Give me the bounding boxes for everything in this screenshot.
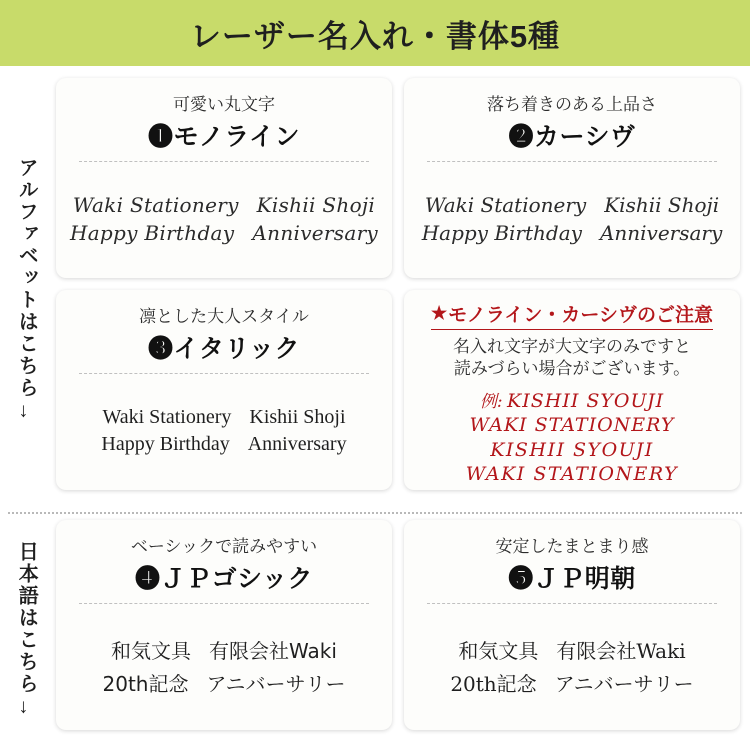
side-label-japanese bbox=[6, 518, 46, 740]
notice-example-text: KISHII SYOUJI bbox=[507, 389, 665, 412]
font-card-jp-mincho-subtitle: 安定したまとまり感 bbox=[495, 537, 649, 556]
card-rule bbox=[427, 603, 718, 604]
sample-text: Anniversary bbox=[252, 221, 379, 245]
sample-text: Kishii Shoji bbox=[256, 193, 376, 217]
notice-example-row-1 bbox=[416, 387, 728, 413]
card-rule bbox=[79, 373, 370, 374]
sample-text: Waki Stationery bbox=[424, 193, 587, 217]
side-label-alphabet-text: アルファベットはこちら bbox=[15, 156, 38, 399]
sample-text: 20th記念 bbox=[450, 672, 537, 696]
font-card-cursive-samples bbox=[414, 170, 730, 268]
sample-row bbox=[414, 635, 730, 664]
alphabet-card-grid bbox=[56, 78, 740, 490]
font-card-jp-mincho-samples bbox=[414, 612, 730, 720]
sample-row bbox=[414, 193, 730, 217]
sample-text: アニバーサリー bbox=[206, 672, 346, 696]
notice-line-1: 名入れ文字が大文字のみですと bbox=[453, 337, 691, 356]
sample-text: Kishii Shoji bbox=[249, 406, 346, 428]
sample-row bbox=[66, 193, 382, 217]
sample-text: Anniversary bbox=[247, 433, 347, 455]
sample-text: 20th記念 bbox=[102, 672, 189, 696]
star-icon: ★ bbox=[430, 303, 448, 323]
side-label-japanese-text: 日本語はこちら bbox=[15, 540, 38, 695]
japanese-card-grid bbox=[56, 520, 740, 730]
font-card-jp-mincho[interactable] bbox=[404, 520, 740, 730]
sample-row bbox=[414, 221, 730, 245]
sample-row bbox=[66, 635, 382, 664]
notice-example-label: 例: bbox=[479, 391, 503, 412]
sample-text: Happy Birthday bbox=[421, 221, 582, 245]
notice-line-2: 読みづらい場合がございます。 bbox=[453, 359, 691, 379]
font-card-cursive-subtitle: 落ち着きのある上品さ bbox=[487, 95, 657, 114]
sample-row bbox=[414, 668, 730, 697]
sample-text: 和気文具 bbox=[458, 639, 539, 663]
font-card-monoline-samples bbox=[66, 170, 382, 268]
font-card-monoline-subtitle: 可愛い丸文字 bbox=[173, 95, 275, 114]
card-rule bbox=[79, 603, 370, 604]
font-card-monoline[interactable] bbox=[56, 78, 392, 278]
font-card-jp-gothic-title: ❹ＪＰゴシック bbox=[134, 565, 313, 593]
font-card-jp-gothic-subtitle: ベーシックで読みやすい bbox=[130, 537, 318, 556]
font-card-jp-mincho-title: ❺ＪＰ明朝 bbox=[508, 565, 636, 593]
font-card-jp-gothic-samples bbox=[66, 612, 382, 720]
sample-text: Anniversary bbox=[599, 221, 723, 245]
notice-example-text: KISHII SYOUJI bbox=[490, 438, 654, 461]
notice-body bbox=[453, 336, 691, 381]
sample-text: 有限会社Waki bbox=[556, 639, 686, 663]
page-title: レーザー名入れ・書体5種 bbox=[189, 18, 561, 54]
card-rule bbox=[427, 161, 718, 162]
font-card-cursive-title: ❷カーシヴ bbox=[508, 123, 636, 151]
sample-text: Happy Birthday bbox=[69, 221, 235, 245]
page-header bbox=[0, 0, 750, 66]
sample-text: Happy Birthday bbox=[101, 433, 230, 455]
notice-example-text: WAKI STATIONERY bbox=[465, 462, 679, 485]
sample-text: アニバーサリー bbox=[554, 672, 694, 696]
side-label-alphabet bbox=[6, 74, 46, 504]
font-card-italic-samples bbox=[66, 382, 382, 480]
font-card-italic-title: ❸イタリック bbox=[147, 335, 300, 363]
sample-text: Kishii Shoji bbox=[604, 193, 720, 217]
notice-heading bbox=[431, 300, 713, 330]
font-card-cursive[interactable] bbox=[404, 78, 740, 278]
sample-row bbox=[66, 433, 382, 456]
notice-example-text: WAKI STATIONERY bbox=[469, 414, 675, 437]
sample-row bbox=[66, 221, 382, 245]
font-card-italic[interactable] bbox=[56, 290, 392, 490]
notice-card bbox=[404, 290, 740, 490]
sample-text: 有限会社Waki bbox=[209, 639, 337, 663]
card-rule bbox=[79, 161, 370, 162]
font-card-monoline-title: ❶モノライン bbox=[147, 123, 300, 151]
font-card-italic-subtitle: 凛とした大人スタイル bbox=[139, 307, 309, 326]
section-divider bbox=[8, 512, 742, 514]
notice-examples bbox=[416, 387, 728, 486]
notice-heading-text: モノライン・カーシヴのご注意 bbox=[448, 305, 713, 326]
sample-text: Waki Stationery bbox=[102, 406, 232, 428]
side-label-alphabet-arrow: → bbox=[15, 400, 38, 421]
sample-row bbox=[66, 668, 382, 697]
content-area bbox=[0, 66, 750, 750]
font-card-jp-gothic[interactable] bbox=[56, 520, 392, 730]
sample-text: Waki Stationery bbox=[72, 193, 239, 217]
sample-row bbox=[66, 406, 382, 429]
sample-text: 和気文具 bbox=[111, 639, 192, 663]
side-label-japanese-arrow: → bbox=[15, 696, 38, 717]
